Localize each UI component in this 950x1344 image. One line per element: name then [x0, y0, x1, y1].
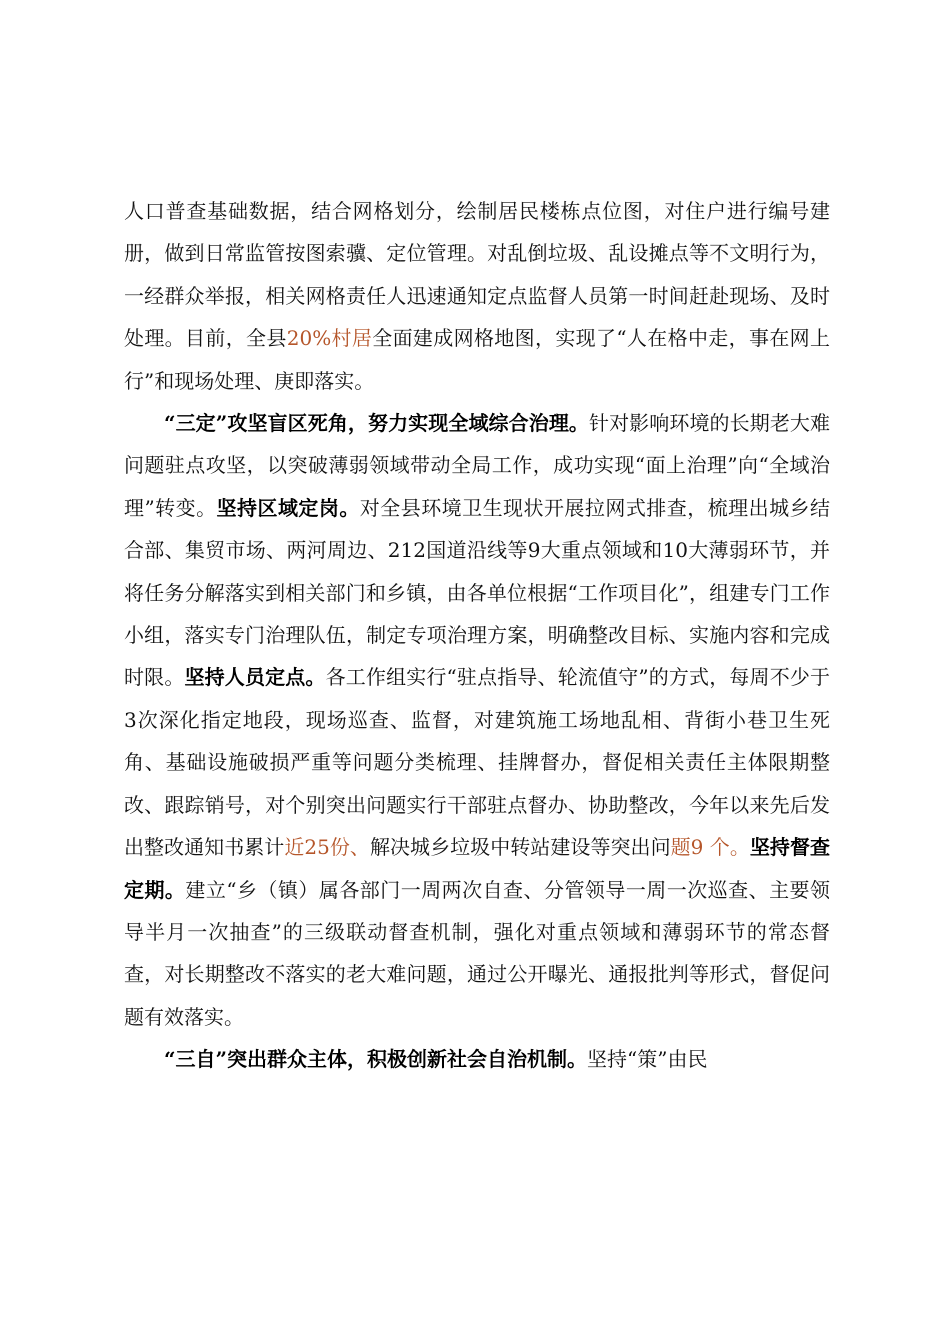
text-run: 全面建成网格地图，实现了“人在格中走，事在网上行”和现场处理、庚即落实。 — [124, 326, 831, 393]
text-run: 对全县环境卫生现状开展拉网式排查，梳理出城乡结合部、集贸市场、两河周边、212国道沿线等9大重点领域和10大薄弱环节，并将任务分解落实到相关部门和乡镇，由各单位根据“工作项目化”，组建专门工作小组，落实专门治理队伍，制定专项治理方案，明确整改目标、实施内容和完成时限。 — [124, 495, 830, 690]
paragraph-2 — [124, 402, 830, 1038]
section-heading: “三定”攻坚盲区死角，努力实现全域综合治理。 — [164, 411, 589, 436]
paragraph-3 — [124, 1038, 830, 1080]
text-run: 针对影响环境的长期老大难问题驻点攻坚，以突破薄弱领域带动全局工作，成功实现“面上治理”向“全域治理”转变。 — [124, 411, 830, 520]
highlight-run: 近25份、 — [284, 835, 370, 860]
highlight-run: 题9 个。 — [670, 835, 750, 860]
section-heading: “三自”突出群众主体，积极创新社会自治机制。 — [164, 1047, 588, 1072]
text-run: 建立“乡（镇）属各部门一周两次自查、分管领导一周一次巡查、主要领导半月一次抽查”的三级联动督查机制，强化对重点领域和薄弱环节的常态督查，对长期整改不落实的老大难问题，通过公开曝光、通报批判等形式，督促问题有效落实。 — [124, 877, 831, 1029]
subheading: 坚持人员定点。 — [184, 665, 326, 690]
text-run: 人口普查基础数据，结合网格划分，绘制居民楼栋点位图，对住户进行编号建册，做到日常监管按图索骥、定位管理。对乱倒垃圾、乱设摊点等不文明行为，一经群众举报，相关网格责任人迅速通知定点监督人员第一时间赶赴现场、及时处理。目前，全县 — [124, 199, 830, 351]
highlight-run: 20%村居 — [286, 326, 373, 351]
document-body — [124, 190, 830, 1081]
text-run: 解决城乡垃圾中转站建设等突出问 — [369, 835, 671, 860]
subheading: 坚持区域定岗。 — [216, 495, 360, 520]
paragraph-1 — [124, 190, 830, 402]
subheading: 坚持督查定期。 — [124, 835, 831, 902]
text-run: 坚持“策”由民 — [587, 1047, 708, 1072]
text-run: 各工作组实行“驻点指导、轮流值守”的方式，每周不少于3次深化指定地段，现场巡查、监督，对建筑施工场地乱相、背街小巷卫生死角、基础设施破损严重等问题分类梳理、挂牌督办，督促相关责任主体限期整改、跟踪销号，对个别突出问题实行干部驻点督办、协助整改，今年以来先后发出整改通知书累计 — [124, 665, 831, 860]
